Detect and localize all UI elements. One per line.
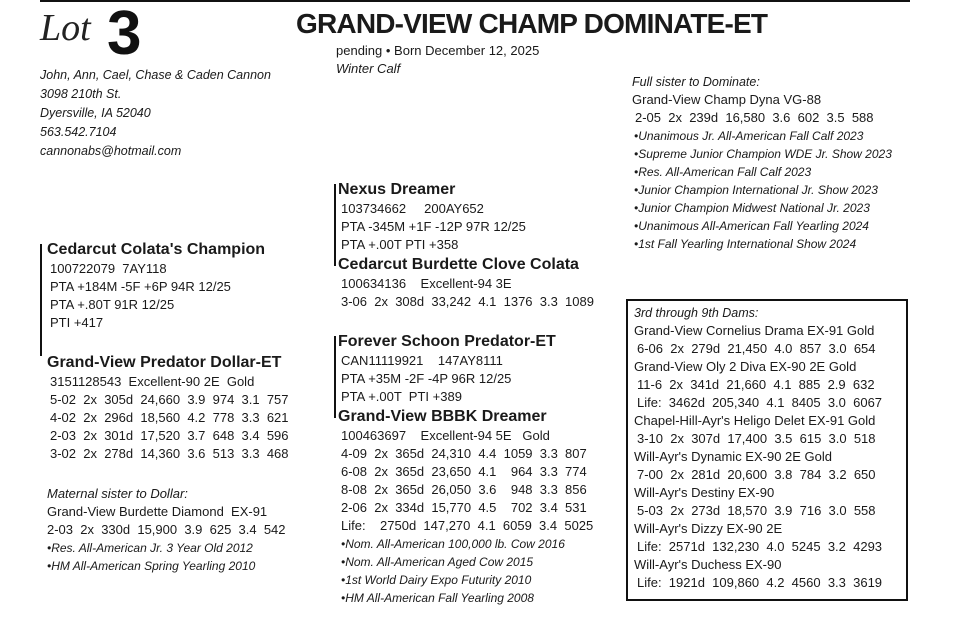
full-sister-name: Grand-View Champ Dyna VG-88 [632,92,822,107]
sire-bracket [40,244,42,356]
owner-street: 3098 210th St. [40,87,122,101]
bbbk-block [338,408,593,607]
dam-entry-record: 7-00 2x 281d 20,600 3.8 784 3.2 650 [637,467,876,482]
full-sister-award: •Res. All-American Fall Calf 2023 [634,165,812,179]
predator-name: Forever Schoon Predator-ET [338,333,556,350]
bbbk-record: 4-09 2x 365d 24,310 4.4 1059 3.3 807 [341,446,587,461]
dam-entry-record: 6-06 2x 279d 21,450 4.0 857 3.0 654 [637,341,876,356]
maternal-sister-label: Maternal sister to Dollar: [47,486,188,501]
maternal-sister-block [47,485,286,575]
sire-id: 100722079 7AY118 [50,261,167,276]
owner-contact [40,66,271,161]
owner-city: Dyersville, IA 52040 [40,106,151,120]
lot-label: Lot [40,7,91,49]
dam-entry-record: Life: 2571d 132,230 4.0 5245 3.2 4293 [637,539,883,554]
predator-pta: PTA +35M -2F -4P 96R 12/25 [341,371,512,386]
bbbk-record: 8-08 2x 365d 26,050 3.6 948 3.3 856 [341,482,587,497]
dams-list [634,304,882,592]
dam-entry-record: 5-03 2x 273d 18,570 3.9 716 3.0 558 [637,503,876,518]
full-sister-label: Full sister to Dominate: [632,75,760,89]
dam-entry-record: 3-10 2x 307d 17,400 3.5 615 3.0 518 [637,431,876,446]
full-sister-award: •Junior Champion International Jr. Show 2023 [634,183,878,197]
full-sister-award: •1st Fall Yearling International Show 2024 [634,237,857,251]
maternal-sister-award: •HM All-American Spring Yearling 2010 [47,559,256,573]
bbbk-life: Life: 2750d 147,270 4.1 6059 3.4 5025 [341,518,594,533]
dam-id: 3151128543 Excellent-90 2E Gold [50,374,255,389]
sire-pta-type: PTA +.80T 91R 12/25 [50,297,175,312]
full-sister-award: •Unanimous Jr. All-American Fall Calf 2023 [634,129,864,143]
dam-entry-name: Will-Ayr's Dynamic EX-90 2E Gold [634,449,833,464]
bbbk-record: 6-08 2x 365d 23,650 4.1 964 3.3 774 [341,464,587,479]
bbbk-id: 100463697 Excellent-94 5E Gold [341,428,550,443]
dam-entry-record: 11-6 2x 341d 21,660 4.1 885 2.9 632 [637,377,875,392]
dam-block [47,354,289,463]
clove-block [338,256,594,311]
birth-info: pending • Born December 12, 2025 [336,43,540,58]
bbbk-award: •HM All-American Fall Yearling 2008 [341,591,534,605]
calf-class: Winter Calf [336,61,401,76]
dam-record: 3-02 2x 278d 14,360 3.6 513 3.3 468 [50,446,289,461]
predator-id: CAN11119921 147AY8111 [341,353,503,368]
lot-number: 3 [107,0,141,68]
owner-email[interactable]: cannonabs@hotmail.com [40,144,182,158]
dam-record: 5-02 2x 305d 24,660 3.9 974 3.1 757 [50,392,289,407]
dam-entry-record: Life: 1921d 109,860 4.2 4560 3.3 3619 [637,575,883,590]
maternal-sister-record: 2-03 2x 330d 15,900 3.9 625 3.4 542 [47,522,286,537]
predator-block [338,333,556,406]
owner-phone: 563.542.7104 [40,125,117,139]
dam-record: 4-02 2x 296d 18,560 4.2 778 3.3 621 [50,410,289,425]
sire-pti: PTI +417 [50,315,104,330]
sire-sire-bracket [334,184,336,266]
full-sister-award: •Supreme Junior Champion WDE Jr. Show 2023 [634,147,892,161]
sire-block [47,241,265,332]
full-sister-award: •Junior Champion Midwest National Jr. 2023 [634,201,870,215]
full-sister-block [632,73,892,253]
sire-pta: PTA +184M -5F +6P 94R 12/25 [50,279,231,294]
bbbk-record: 2-06 2x 334d 15,770 4.5 702 3.4 531 [341,500,587,515]
nexus-pta: PTA -345M +1F -12P 97R 12/25 [341,219,526,234]
dam-entry-record: Life: 3462d 205,340 4.1 8405 3.0 6067 [637,395,883,410]
bbbk-award: •Nom. All-American Aged Cow 2015 [341,555,534,569]
page-title: GRAND-VIEW CHAMP DOMINATE-ET [296,8,768,39]
bbbk-award: •1st World Dairy Expo Futurity 2010 [341,573,532,587]
bbbk-name: Grand-View BBBK Dreamer [338,408,547,425]
owner-names: John, Ann, Cael, Chase & Caden Cannon [40,68,271,82]
dam-entry-name: Grand-View Cornelius Drama EX-91 Gold [634,323,875,338]
clove-id: 100634136 Excellent-94 3E [341,276,512,291]
predator-pti: PTA +.00T PTI +389 [341,389,462,404]
dam-entry-name: Grand-View Oly 2 Diva EX-90 2E Gold [634,359,857,374]
clove-name: Cedarcut Burdette Clove Colata [338,256,579,273]
dam-entry-name: Will-Ayr's Destiny EX-90 [634,485,775,500]
top-rule [40,0,910,2]
dam-sire-bracket [334,336,336,418]
dam-entry-name: Chapel-Hill-Ayr's Heligo Delet EX-91 Gold [634,413,876,428]
maternal-sister-award: •Res. All-American Jr. 3 Year Old 2012 [47,541,253,555]
sire-name: Cedarcut Colata's Champion [47,241,266,258]
nexus-id: 103734662 200AY652 [341,201,484,216]
dam-entry-name: Will-Ayr's Dizzy EX-90 2E [634,521,783,536]
bbbk-award: •Nom. All-American 100,000 lb. Cow 2016 [341,537,565,551]
nexus-block [338,181,526,254]
clove-record: 3-06 2x 308d 33,242 4.1 1376 3.3 1089 [341,294,594,309]
full-sister-award: •Unanimous All-American Fall Yearling 2024 [634,219,869,233]
full-sister-record: 2-05 2x 239d 16,580 3.6 602 3.5 588 [635,110,874,125]
dam-name: Grand-View Predator Dollar-ET [47,354,282,371]
maternal-sister-name: Grand-View Burdette Diamond EX-91 [47,504,268,519]
nexus-pti: PTA +.00T PTI +358 [341,237,459,252]
nexus-name: Nexus Dreamer [338,181,456,198]
dam-record: 2-03 2x 301d 17,520 3.7 648 3.4 596 [50,428,289,443]
dams-label: 3rd through 9th Dams: [634,306,759,320]
dam-entry-name: Will-Ayr's Duchess EX-90 [634,557,782,572]
